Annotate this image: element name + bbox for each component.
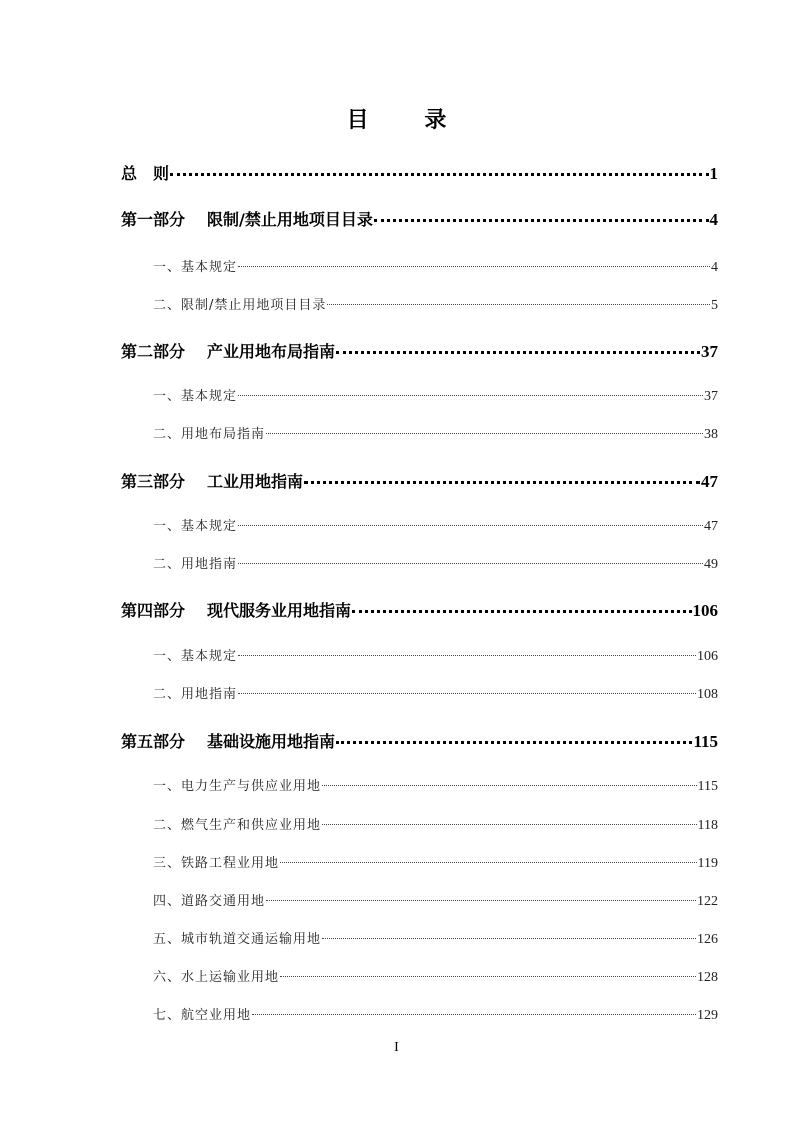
toc-entry-section[interactable] — [153, 295, 718, 317]
toc-part-title: 限制/禁止用地项目目录 — [207, 210, 373, 229]
toc-entry-section[interactable] — [153, 967, 718, 989]
toc-entry-label: 二、用地指南 — [153, 687, 238, 702]
toc-dot-leader — [238, 266, 710, 267]
toc-page-number: 106 — [692, 601, 718, 620]
toc-entry-label: 二、限制/禁止用地项目目录 — [153, 298, 327, 313]
toc-page-number: 126 — [697, 932, 718, 947]
toc-entry-label: 一、电力生产与供应业用地 — [153, 779, 322, 794]
toc-part-title: 工业用地指南 — [207, 472, 304, 491]
toc-dot-leader — [266, 900, 696, 901]
toc-part-number: 第二部分 — [121, 342, 186, 361]
toc-dot-leader — [238, 655, 696, 656]
toc-entry-label: 三、铁路工程业用地 — [153, 856, 280, 871]
toc-entry-label — [121, 469, 303, 495]
toc-entry-section[interactable] — [153, 257, 718, 279]
toc-part-title: 产业用地布局指南 — [207, 342, 336, 361]
toc-entry-section[interactable] — [153, 684, 718, 706]
toc-part-number: 第一部分 — [121, 210, 186, 229]
toc-entry-label: 一、基本规定 — [153, 260, 238, 275]
toc-page-number: 122 — [697, 894, 718, 909]
toc-page-number: 5 — [711, 298, 718, 313]
toc-part-number: 第三部分 — [121, 472, 186, 491]
toc-page-number: 47 — [704, 519, 718, 534]
toc-dot-leader — [322, 938, 696, 939]
toc-dot-leader — [322, 824, 697, 825]
toc-entry-section[interactable] — [153, 891, 718, 913]
toc-entry-section[interactable] — [153, 386, 718, 408]
toc-dot-leader — [266, 433, 703, 434]
toc-dot-leader — [336, 741, 692, 744]
toc-entry-label: 七、航空业用地 — [153, 1008, 252, 1023]
toc-dot-leader — [374, 219, 709, 222]
toc-entry-label: 一、基本规定 — [153, 389, 238, 404]
toc-dot-leader — [327, 304, 710, 305]
page-title: 目 录 — [346, 108, 471, 133]
toc-page-number: 1 — [709, 164, 718, 183]
toc-entry-label — [121, 339, 335, 365]
toc-page-number: 119 — [697, 856, 718, 871]
toc-dot-leader — [280, 862, 697, 863]
toc-dot-leader — [280, 976, 696, 977]
toc-entry-label — [121, 729, 335, 755]
toc-part-number: 第五部分 — [121, 732, 186, 751]
toc-entry-part[interactable] — [121, 469, 718, 495]
toc-entry-label: 二、用地指南 — [153, 557, 238, 572]
toc-entry-part[interactable] — [121, 598, 718, 624]
toc-dot-leader — [252, 1014, 696, 1015]
toc-entry-part[interactable] — [121, 161, 718, 187]
toc-part-title: 基础设施用地指南 — [207, 732, 336, 751]
toc-entry-section[interactable] — [153, 929, 718, 951]
toc-part-number: 第四部分 — [121, 601, 186, 620]
toc-page-number: 118 — [697, 818, 718, 833]
toc-entry-section[interactable] — [153, 1005, 718, 1027]
toc-entry-label: 二、燃气生产和供应业用地 — [153, 818, 322, 833]
toc-entry-label — [121, 161, 169, 187]
toc-page-number: 128 — [697, 970, 718, 985]
toc-dot-leader — [170, 173, 708, 176]
toc-page-number: 115 — [697, 779, 718, 794]
toc-entry-part[interactable] — [121, 207, 718, 233]
toc-dot-leader — [238, 525, 703, 526]
toc-entry-section[interactable] — [153, 424, 718, 446]
toc-page-number: 106 — [697, 649, 718, 664]
toc-dot-leader — [322, 785, 697, 786]
toc-page-number: 47 — [701, 472, 718, 491]
toc-entry-section[interactable] — [153, 554, 718, 576]
toc-page-number: 108 — [697, 687, 718, 702]
toc-page-number: 4 — [709, 210, 718, 229]
toc-entry-section[interactable] — [153, 815, 718, 837]
toc-dot-leader — [352, 610, 691, 613]
toc-entry-label: 一、基本规定 — [153, 519, 238, 534]
toc-page-number: 4 — [711, 260, 718, 275]
toc-entry-label: 二、用地布局指南 — [153, 427, 266, 442]
toc-page-number: 37 — [701, 342, 718, 361]
toc-page-number: 129 — [697, 1008, 718, 1023]
toc-entry-label: 五、城市轨道交通运输用地 — [153, 932, 322, 947]
toc-entry-label — [121, 207, 373, 233]
toc-page-number: 49 — [704, 557, 718, 572]
toc-entry-part[interactable] — [121, 729, 718, 755]
toc-dot-leader — [304, 481, 700, 484]
toc-dot-leader — [238, 563, 703, 564]
toc-entry-section[interactable] — [153, 516, 718, 538]
page-number: I — [394, 1040, 399, 1055]
toc-entry-label — [121, 598, 351, 624]
toc-part-number: 总 则 — [121, 164, 170, 183]
toc-dot-leader — [336, 351, 700, 354]
toc-entry-label: 六、水上运输业用地 — [153, 970, 280, 985]
toc-dot-leader — [238, 693, 696, 694]
toc-entry-label: 一、基本规定 — [153, 649, 238, 664]
toc-page-number: 37 — [704, 389, 718, 404]
toc-entry-label: 四、道路交通用地 — [153, 894, 266, 909]
toc-page-number: 115 — [693, 732, 718, 751]
toc-entry-section[interactable] — [153, 646, 718, 668]
toc-entry-part[interactable] — [121, 339, 718, 365]
toc-part-title: 现代服务业用地指南 — [207, 601, 352, 620]
toc-entry-section[interactable] — [153, 853, 718, 875]
toc-entry-section[interactable] — [153, 776, 718, 798]
toc-dot-leader — [238, 395, 703, 396]
toc-page-number: 38 — [704, 427, 718, 442]
